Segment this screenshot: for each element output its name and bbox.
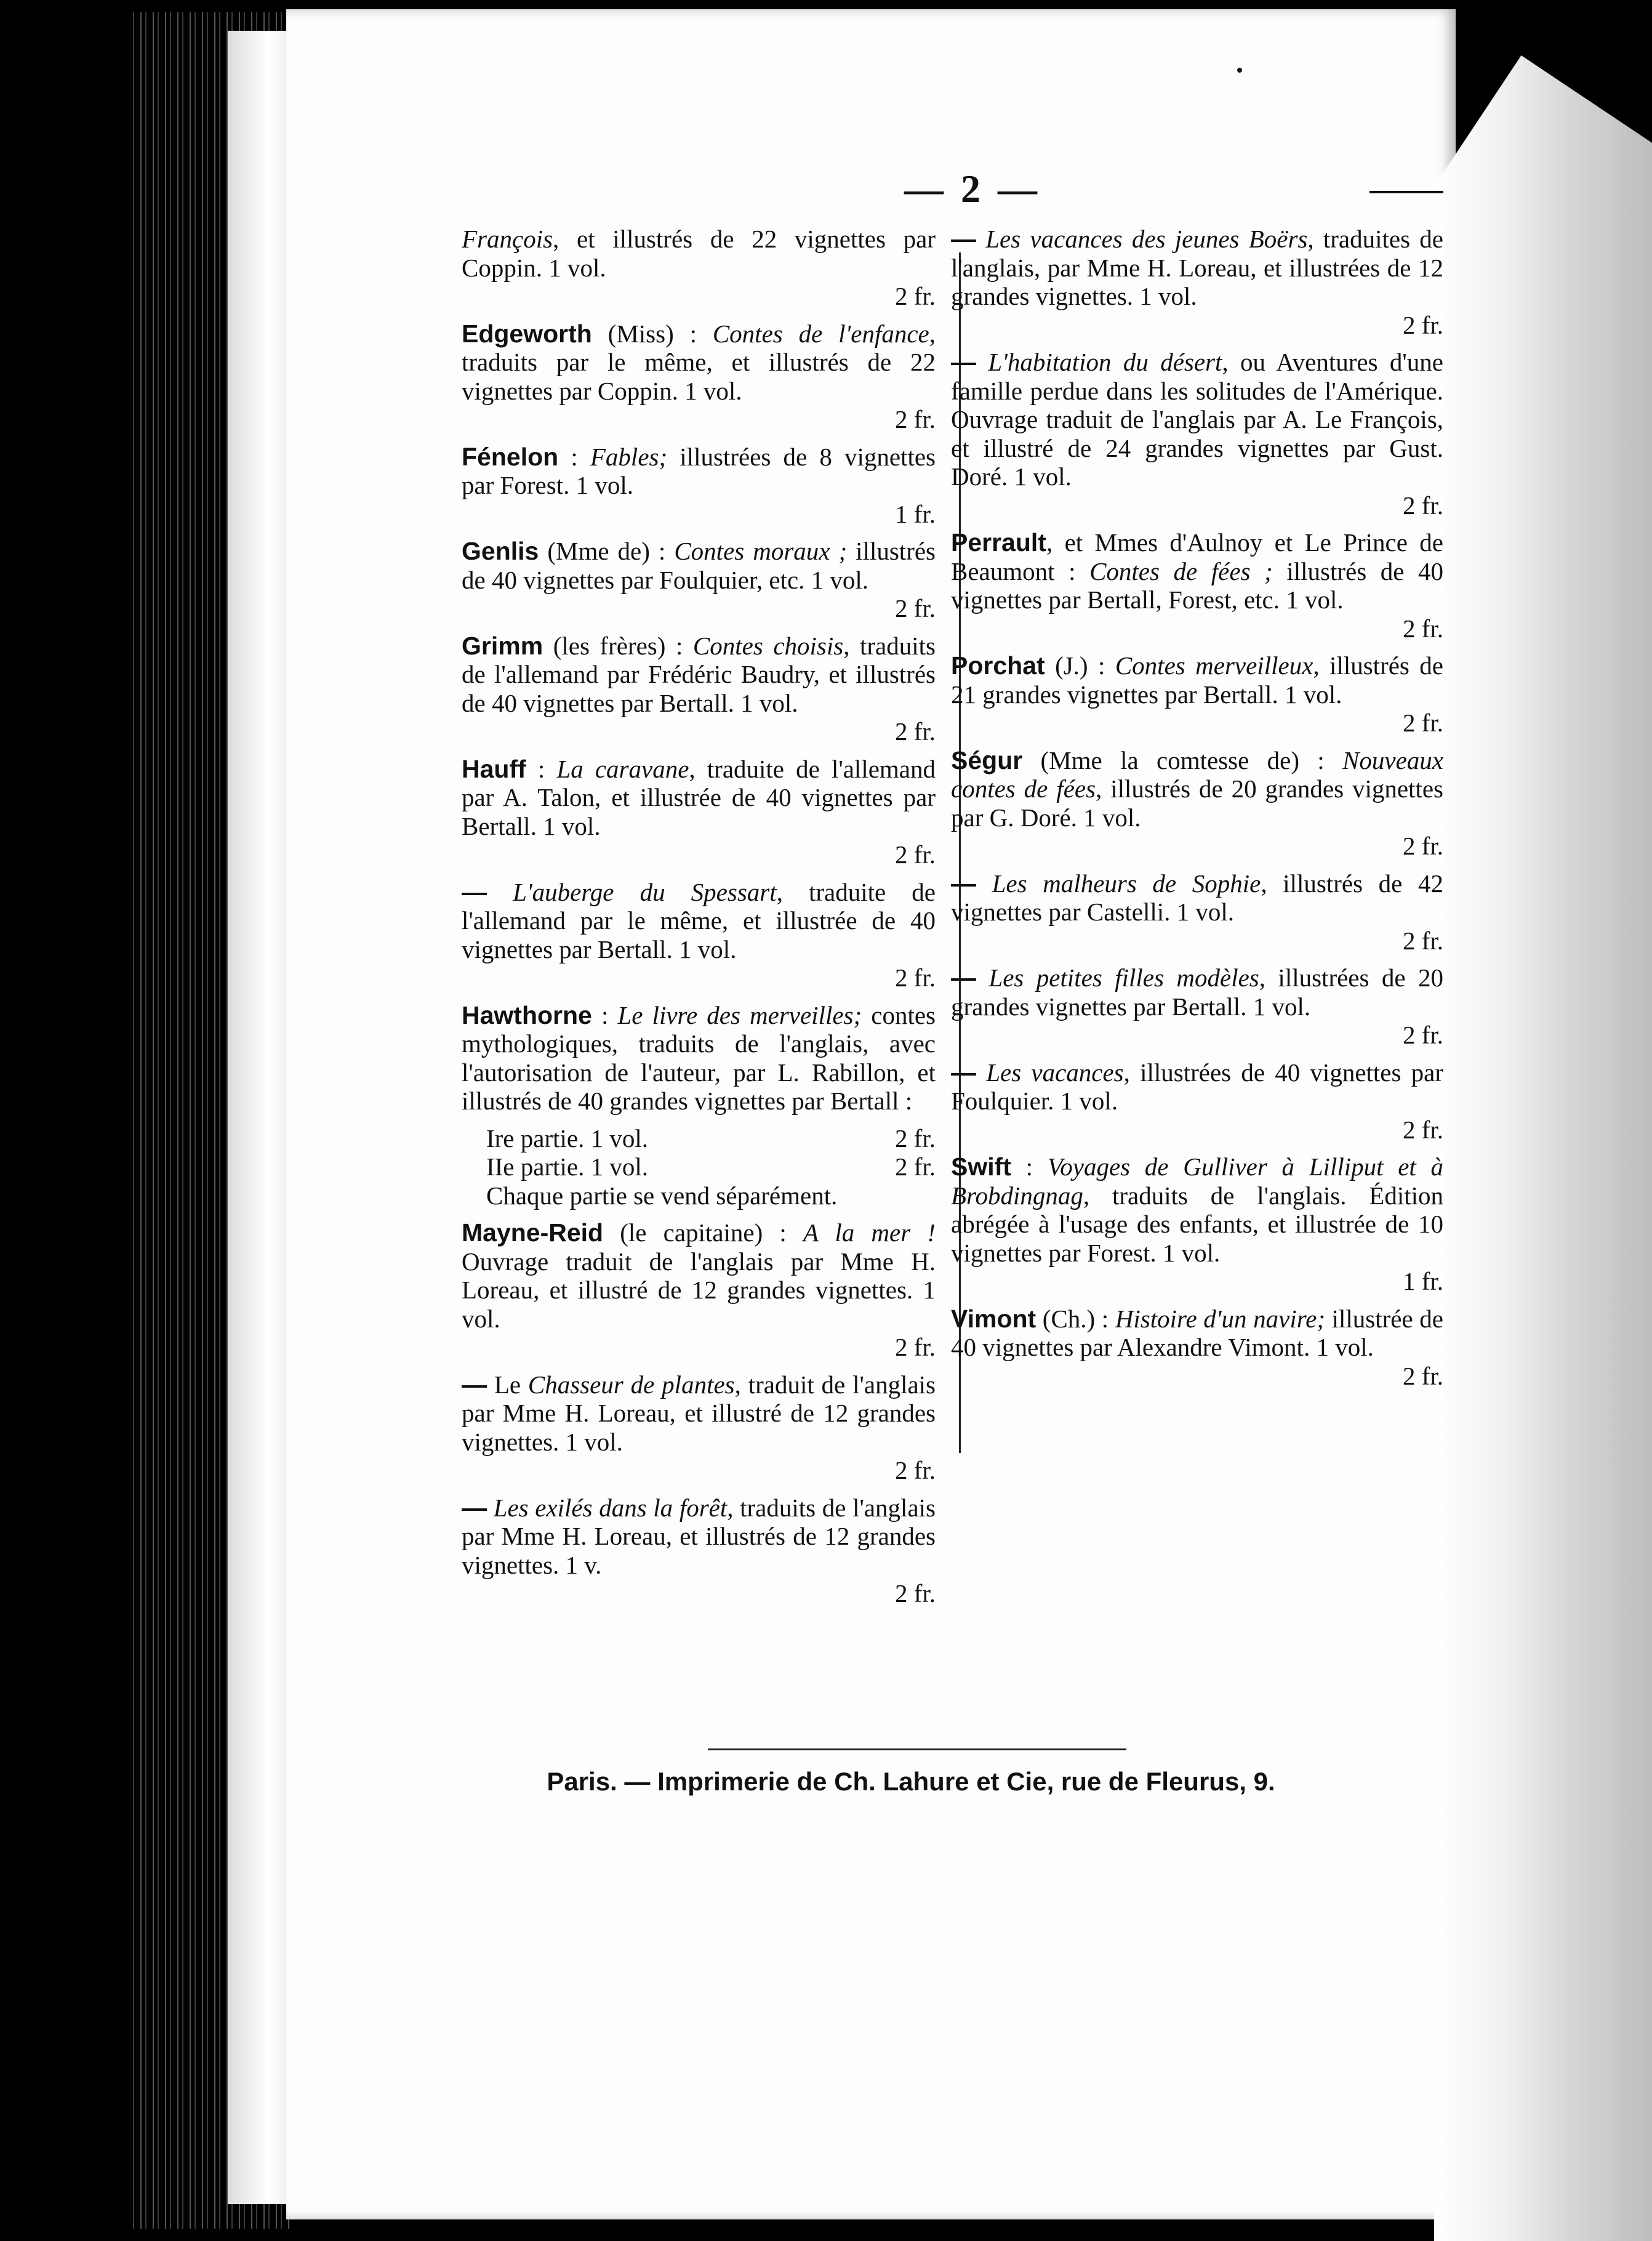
- book-title: A la mer !: [803, 1218, 936, 1247]
- author-detail: , et Mmes d'Aulnoy et Le Prince de Beaumont :: [951, 528, 1443, 585]
- book-price: 2 fr.: [1402, 832, 1443, 860]
- catalog-entry: [951, 1305, 1443, 1391]
- catalog-entry: [951, 1153, 1443, 1296]
- hawthorne-part: [486, 1153, 936, 1181]
- author-name: Genlis: [462, 537, 539, 565]
- author-name: Grimm: [462, 631, 543, 660]
- book-title: Histoire d'un navire;: [1115, 1304, 1326, 1333]
- book-description: Ouvrage traduit de l'anglais par Mme H. Loreau, et illustré de 12 grandes vignettes. 1 vol.: [462, 1247, 936, 1333]
- author-name: —: [462, 877, 487, 906]
- author-name: Hauff: [462, 754, 526, 783]
- author-detail: (Ch.) :: [1036, 1304, 1115, 1333]
- book-description: , traduite de l'allemand par le même, et illustrée de 40 vignettes par Bertall. 1 vol.: [462, 877, 936, 964]
- page-number: — 2 —: [904, 167, 1041, 211]
- author-name: Perrault: [951, 528, 1046, 557]
- book-price: 2 fr.: [894, 717, 936, 746]
- hawthorne-part: [486, 1124, 936, 1153]
- author-detail: :: [1011, 1153, 1048, 1181]
- book-description: , traduits de l'anglais par Mme H. Loreau, et illustrés de 12 grandes vignettes. 1 v.: [462, 1493, 936, 1579]
- book-price: 2 fr.: [1402, 1115, 1443, 1144]
- book-title: Contes de fées ;: [1089, 557, 1273, 585]
- book-title: Voyages de Gulliver à Lilliput et à Brobdingnag: [951, 1153, 1443, 1210]
- author-name: Fénelon: [462, 442, 559, 471]
- author-detail: [976, 964, 988, 992]
- author-name: —: [462, 1370, 487, 1399]
- catalog-entry: [951, 651, 1443, 738]
- ink-speck: [1237, 68, 1242, 73]
- author-name: —: [951, 964, 976, 992]
- author-name: Vimont: [951, 1304, 1037, 1333]
- part-price: 2 fr.: [894, 1124, 936, 1153]
- catalog-entry: [462, 1370, 936, 1485]
- author-detail: :: [591, 1000, 618, 1029]
- book-title: Contes de l'enfance: [712, 319, 929, 348]
- book-description: , illustrées de 20 grandes vignettes par Bertall. 1 vol.: [951, 964, 1443, 1021]
- book-description: , traduits de l'anglais. Édition abrégée à l'usage des enfants, et illustrée de 10 vignettes par Forest. 1 vol.: [951, 1181, 1443, 1267]
- author-name: Mayne-Reid: [462, 1218, 604, 1247]
- book-description: contes mythologiques, traduits de l'anglais, avec l'autorisation de l'auteur, par L. Rabillon, et illustrés de 40 grandes vignettes par Bertall :: [462, 1000, 936, 1115]
- catalog-entry: [462, 632, 936, 746]
- book-price: 1 fr.: [1402, 1267, 1443, 1295]
- book-title: Chasseur de plantes: [527, 1370, 735, 1399]
- author-detail: [976, 348, 988, 376]
- author-detail: (Mme la comtesse de) :: [1022, 746, 1343, 774]
- author-name: —: [462, 1493, 487, 1522]
- author-name: Hawthorne: [462, 1000, 592, 1029]
- book-title: Contes choisis: [692, 631, 844, 660]
- catalog-entry: [951, 869, 1443, 956]
- torn-page-flap: [1434, 55, 1652, 2241]
- book-description: , traduite de l'allemand par A. Talon, et illustrée de 40 vignettes par Bertall. 1 vol.: [462, 754, 936, 840]
- author-detail: (le capitaine) :: [603, 1218, 803, 1247]
- book-price: 2 fr.: [1402, 1021, 1443, 1049]
- author-detail: :: [526, 754, 557, 783]
- author-detail: Le: [487, 1370, 528, 1399]
- book-price: 2 fr.: [1402, 926, 1443, 955]
- book-title: Les petites filles modèles: [988, 964, 1259, 992]
- footer-rule: [708, 1748, 1126, 1750]
- catalog-entry: [951, 225, 1443, 339]
- part-label: IIe partie. 1 vol.: [486, 1153, 648, 1181]
- catalog-entry: [462, 1494, 936, 1608]
- catalog-entry: [951, 528, 1443, 643]
- book-description: , illustrés de 42 vignettes par Castelli. 1 vol.: [951, 869, 1444, 926]
- author-detail: :: [558, 442, 590, 471]
- book-title: Fables;: [590, 442, 668, 471]
- book-description: , ou Aventures d'une famille perdue dans les solitudes de l'Amérique. Ouvrage traduit de l'anglais par A. Le François, et illustré de 24 grandes vignettes par Gust. Doré. 1 vol.: [951, 348, 1443, 491]
- catalog-entry: [462, 537, 936, 623]
- book-price: 2 fr.: [894, 405, 936, 433]
- book-description: , traduites de l'anglais, par Mme H. Loreau, et illustrées de 12 grandes vignettes. 1 vol.: [951, 225, 1443, 310]
- author-name: Edgeworth: [462, 319, 592, 348]
- book-description: , illustrés de 20 grandes vignettes par G. Doré. 1 vol.: [951, 774, 1443, 832]
- catalog-entry: [462, 755, 936, 869]
- book-title: Les malheurs de Sophie: [992, 869, 1261, 898]
- author-detail: (Miss) :: [591, 319, 713, 348]
- catalog-entry: [951, 348, 1443, 520]
- book-title: Contes moraux ;: [674, 537, 848, 565]
- book-title: L'auberge du Spessart: [513, 877, 777, 906]
- book-title: Contes merveilleux: [1115, 651, 1313, 680]
- book-title: L'habitation du désert: [988, 348, 1222, 376]
- author-name: Porchat: [951, 651, 1045, 680]
- book-title: Les vacances des jeunes Boërs: [985, 225, 1308, 253]
- book-price: 2 fr.: [894, 282, 936, 310]
- book-description: , traduits par le même, et illustrés de 22 vignettes par Coppin. 1 vol.: [462, 319, 936, 405]
- part-label: Ire partie. 1 vol.: [486, 1124, 648, 1153]
- book-title: Le livre des merveilles;: [617, 1000, 862, 1029]
- book-price: 2 fr.: [1402, 491, 1443, 520]
- book-title: Les exilés dans la forêt: [493, 1493, 728, 1522]
- author-detail: [487, 878, 513, 906]
- book-title: La caravane: [556, 754, 689, 783]
- book-price: 2 fr.: [894, 1333, 936, 1361]
- book-description: , et illustrés de 22 vignettes par Coppin. 1 vol.: [462, 225, 936, 282]
- author-detail: [976, 1058, 986, 1087]
- book-title: Nouveaux contes de fées: [951, 746, 1443, 803]
- book-title: Les vacances: [986, 1058, 1124, 1087]
- catalog-entry: [951, 746, 1443, 861]
- book-description: illustrée de 40 vignettes par Alexandre Vimont. 1 vol.: [951, 1304, 1443, 1361]
- book-price: 2 fr.: [1402, 614, 1443, 643]
- book-price: 2 fr.: [1402, 1361, 1443, 1390]
- author-name: —: [951, 348, 976, 376]
- book-price: 2 fr.: [1402, 310, 1443, 339]
- catalog-entry: [462, 1001, 936, 1116]
- catalog-entry: [951, 1058, 1443, 1145]
- book-description: , traduits de l'allemand par Frédéric Baudry, et illustrés de 40 vignettes par Bertall. 1 vol.: [462, 631, 936, 717]
- author-detail: [487, 1494, 494, 1522]
- imprint-line: Paris. — Imprimerie de Ch. Lahure et Cie, rue de Fleurus, 9.: [547, 1767, 1275, 1796]
- author-detail: [976, 225, 985, 253]
- book-title: François: [462, 225, 553, 253]
- book-description: , illustrées de 40 vignettes par Foulquier. 1 vol.: [951, 1058, 1444, 1115]
- left-column: [462, 225, 936, 1617]
- book-description: , illustrés de 21 grandes vignettes par Bertall. 1 vol.: [951, 651, 1443, 709]
- page-stack-edge: [228, 31, 295, 2204]
- author-name: Ségur: [951, 746, 1023, 774]
- catalog-entry: [462, 225, 936, 311]
- part-price: 2 fr.: [894, 1153, 936, 1181]
- catalog-entry: [462, 443, 936, 529]
- hawthorne-note: Chaque partie se vend séparément.: [486, 1181, 838, 1210]
- book-description: illustrés de 40 vignettes par Bertall, Forest, etc. 1 vol.: [951, 557, 1444, 614]
- author-name: —: [951, 869, 976, 898]
- catalog-entry: [951, 964, 1443, 1050]
- right-column: [951, 225, 1443, 1399]
- book-price: 2 fr.: [894, 964, 936, 992]
- catalog-entry: [462, 878, 936, 992]
- author-name: —: [951, 225, 976, 253]
- book-description: illustrées de 8 vignettes par Forest. 1 vol.: [462, 442, 936, 499]
- book-price: 2 fr.: [894, 840, 936, 869]
- author-name: —: [951, 1058, 976, 1087]
- book-price: 2 fr.: [1402, 709, 1443, 737]
- book-description: , traduit de l'anglais par Mme H. Loreau, et illustré de 12 grandes vignettes. 1 vol.: [462, 1370, 936, 1456]
- catalog-entry: [462, 1218, 936, 1362]
- book-description: illustrés de 40 vignettes par Foulquier, etc. 1 vol.: [462, 537, 936, 594]
- author-name: Swift: [951, 1153, 1011, 1181]
- author-detail: (J.) :: [1045, 651, 1115, 680]
- author-detail: (les frères) :: [543, 631, 693, 660]
- author-detail: (Mme de) :: [539, 537, 675, 565]
- book-price: 2 fr.: [894, 1579, 936, 1607]
- book-price: 2 fr.: [894, 594, 936, 622]
- author-detail: [976, 869, 992, 898]
- book-price: 2 fr.: [894, 1456, 936, 1484]
- corner-mark: [1369, 191, 1443, 198]
- catalog-entry: [462, 320, 936, 434]
- book-price: 1 fr.: [894, 499, 936, 528]
